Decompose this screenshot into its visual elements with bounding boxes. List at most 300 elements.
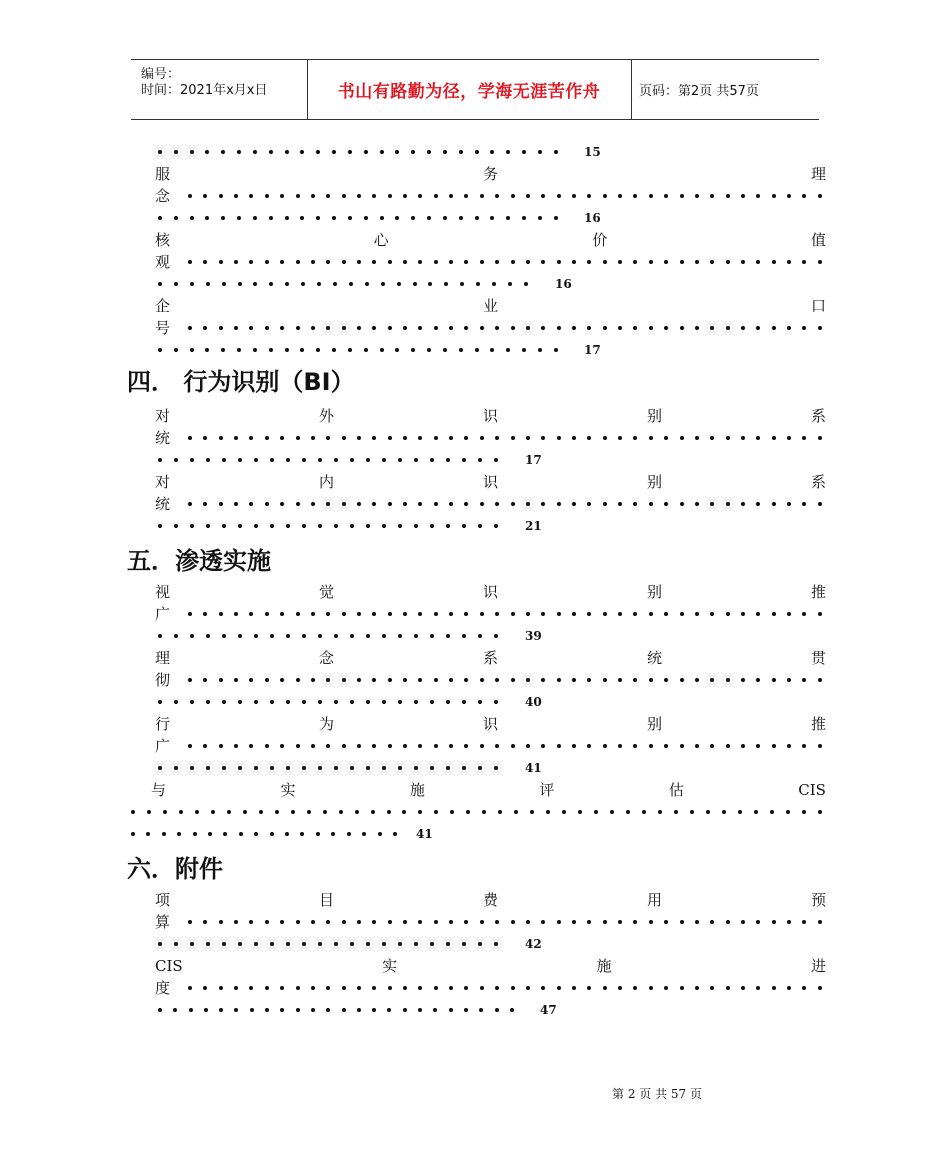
- leader-dot: [270, 634, 274, 638]
- leader-dot: [357, 920, 361, 924]
- leader-dot: [695, 920, 699, 924]
- toc-page-number: 15: [584, 145, 601, 159]
- leader-dot: [710, 986, 714, 990]
- leader-dot: [710, 326, 714, 330]
- leader-dot: [311, 326, 315, 330]
- section-heading-6[interactable]: 六．附件: [127, 855, 223, 883]
- leader-dot: [174, 150, 178, 154]
- leader-dot: [280, 502, 284, 506]
- leader-dot: [285, 282, 289, 286]
- leader-dot: [418, 1008, 422, 1012]
- leader-dot: [695, 744, 699, 748]
- leader-dot: [449, 260, 453, 264]
- leader-dot: [342, 326, 346, 330]
- toc-entry-service-idea[interactable]: [155, 163, 826, 185]
- leader-dot: [680, 920, 684, 924]
- section-heading-4[interactable]: 四． 行为识别（BI）: [127, 368, 355, 396]
- leader-dot: [772, 986, 776, 990]
- leader-dot: [480, 920, 484, 924]
- toc-char: 心: [373, 231, 389, 249]
- leader-dot: [254, 524, 258, 528]
- leader-dot: [418, 260, 422, 264]
- leader-dot: [249, 920, 253, 924]
- leader-dot: [476, 282, 480, 286]
- leader-dot: [254, 766, 258, 770]
- leader-dot: [726, 502, 730, 506]
- toc-page-number: 17: [584, 343, 601, 357]
- leader-dot: [270, 458, 274, 462]
- leader-dot: [265, 1008, 269, 1012]
- leader-dot: [158, 524, 162, 528]
- leader-dot: [818, 986, 822, 990]
- leader-dot: [770, 810, 774, 814]
- leader-dot: [546, 810, 550, 814]
- leader-dot: [738, 810, 742, 814]
- leader-dot: [296, 194, 300, 198]
- leader-dot: [587, 744, 591, 748]
- leader-dot: [449, 612, 453, 616]
- leader-dot: [372, 986, 376, 990]
- leader-dot: [234, 986, 238, 990]
- leader-dot: [334, 766, 338, 770]
- leader-dot: [818, 502, 822, 506]
- leader-dot: [450, 810, 454, 814]
- leader-dot: [642, 810, 646, 814]
- leader-dot: [464, 436, 468, 440]
- leader-dot: [818, 326, 822, 330]
- toc-dots: [188, 603, 822, 625]
- leader-dot: [478, 766, 482, 770]
- leader-dot: [649, 194, 653, 198]
- leader-dot: [802, 986, 806, 990]
- leader-dot: [524, 282, 528, 286]
- leader-dot: [302, 524, 306, 528]
- leader-dot: [397, 282, 401, 286]
- toc-char: 识: [482, 473, 498, 491]
- leader-dot: [633, 194, 637, 198]
- leader-dot: [618, 678, 622, 682]
- leader-dot: [234, 502, 238, 506]
- leader-dot: [388, 436, 392, 440]
- leader-dot: [494, 942, 498, 946]
- leader-dot: [265, 920, 269, 924]
- toc-char: 实: [382, 957, 398, 975]
- leader-dot: [480, 194, 484, 198]
- leader-dot: [380, 150, 384, 154]
- leader-dot: [350, 458, 354, 462]
- leader-dot: [311, 502, 315, 506]
- leader-dot: [618, 744, 622, 748]
- leader-dot: [526, 260, 530, 264]
- leader-dot: [342, 986, 346, 990]
- leader-dot: [695, 612, 699, 616]
- leader-dot: [726, 744, 730, 748]
- leader-dot: [664, 502, 668, 506]
- leader-dot: [557, 326, 561, 330]
- leader-dot: [253, 150, 257, 154]
- leader-dot: [254, 634, 258, 638]
- leader-dot: [280, 194, 284, 198]
- leader-dot: [446, 524, 450, 528]
- leader-dot: [326, 436, 330, 440]
- leader-dot: [203, 326, 207, 330]
- leader-dot: [587, 436, 591, 440]
- toc-entry-behavior-promo[interactable]: [155, 713, 826, 735]
- leader-dot: [311, 1008, 315, 1012]
- leader-dot: [326, 612, 330, 616]
- leader-dot: [318, 766, 322, 770]
- toc-dots: [158, 273, 528, 295]
- leader-dot: [633, 326, 637, 330]
- leader-dot: [188, 436, 192, 440]
- leader-dot: [427, 150, 431, 154]
- leader-dot: [649, 502, 653, 506]
- toc-entry-external-id[interactable]: [155, 405, 826, 427]
- leader-dot: [300, 216, 304, 220]
- leader-dot: [342, 678, 346, 682]
- leader-dot: [603, 744, 607, 748]
- toc-entry-idea-impl[interactable]: [155, 647, 826, 669]
- leader-dot: [326, 744, 330, 748]
- leader-dot: [511, 502, 515, 506]
- leader-dot: [418, 810, 422, 814]
- leader-dot: [318, 524, 322, 528]
- leader-dot: [802, 260, 806, 264]
- leader-dot: [270, 524, 274, 528]
- leader-dot: [587, 502, 591, 506]
- leader-dot: [350, 524, 354, 528]
- leader-dot: [205, 150, 209, 154]
- leader-dot: [316, 216, 320, 220]
- leader-dot: [219, 194, 223, 198]
- leader-dot: [334, 458, 338, 462]
- leader-dot: [414, 524, 418, 528]
- leader-dot: [587, 986, 591, 990]
- toc-char-tail: 度: [155, 979, 171, 997]
- leader-dot: [311, 260, 315, 264]
- toc-char-tail: 观: [155, 253, 171, 271]
- leader-dot: [526, 436, 530, 440]
- leader-dot: [334, 700, 338, 704]
- leader-dot: [418, 920, 422, 924]
- leader-dot: [756, 986, 760, 990]
- leader-dot: [388, 612, 392, 616]
- leader-dot: [219, 744, 223, 748]
- leader-dot: [280, 986, 284, 990]
- toc-entry-internal-id[interactable]: [155, 471, 826, 493]
- toc-entry-cis-eval[interactable]: [151, 779, 826, 801]
- toc-entry-slogan[interactable]: [155, 295, 826, 317]
- leader-dot: [249, 612, 253, 616]
- toc-char: 觉: [318, 583, 334, 601]
- leader-dot: [158, 348, 162, 352]
- leader-dot: [430, 766, 434, 770]
- leader-dot: [526, 744, 530, 748]
- leader-dot: [350, 634, 354, 638]
- leader-dot: [726, 326, 730, 330]
- leader-dot: [174, 634, 178, 638]
- leader-dot: [494, 634, 498, 638]
- leader-dot: [526, 612, 530, 616]
- leader-dot: [572, 744, 576, 748]
- toc-dots: [158, 207, 558, 229]
- leader-dot: [249, 678, 253, 682]
- leader-dot: [280, 326, 284, 330]
- leader-dot: [464, 612, 468, 616]
- leader-dot: [388, 744, 392, 748]
- toc-char: 理: [810, 165, 826, 183]
- leader-dot: [541, 986, 545, 990]
- leader-dot: [350, 766, 354, 770]
- leader-dot: [587, 194, 591, 198]
- leader-dot: [511, 612, 515, 616]
- leader-dot: [680, 502, 684, 506]
- leader-dot: [572, 326, 576, 330]
- leader-dot: [414, 942, 418, 946]
- leader-dot: [494, 766, 498, 770]
- leader-dot: [382, 634, 386, 638]
- leader-dot: [449, 678, 453, 682]
- leader-dot: [357, 986, 361, 990]
- leader-dot: [372, 920, 376, 924]
- leader-dot: [286, 942, 290, 946]
- leader-dot: [464, 1008, 468, 1012]
- section-heading-5[interactable]: 五．渗透实施: [127, 547, 271, 575]
- leader-dot: [480, 986, 484, 990]
- leader-dot: [203, 986, 207, 990]
- leader-dot: [603, 678, 607, 682]
- leader-dot: [427, 348, 431, 352]
- leader-dot: [280, 1008, 284, 1012]
- leader-dot: [238, 524, 242, 528]
- leader-dot: [326, 502, 330, 506]
- leader-dot: [434, 260, 438, 264]
- toc-char: 用: [646, 891, 662, 909]
- leader-dot: [206, 634, 210, 638]
- leader-dot: [695, 986, 699, 990]
- toc-entry-core-values[interactable]: [155, 229, 826, 251]
- toc-char: 内: [318, 473, 334, 491]
- leader-dot: [357, 612, 361, 616]
- leader-dot: [802, 678, 806, 682]
- leader-dot: [480, 260, 484, 264]
- leader-dot: [434, 986, 438, 990]
- toc-dots: [188, 977, 822, 999]
- leader-dot: [478, 942, 482, 946]
- leader-dot: [334, 634, 338, 638]
- toc-dots: [158, 141, 558, 163]
- leader-dot: [418, 194, 422, 198]
- leader-dot: [741, 326, 745, 330]
- leader-dot: [380, 348, 384, 352]
- number-label: 编号：: [141, 67, 181, 82]
- leader-dot: [664, 678, 668, 682]
- leader-dot: [286, 700, 290, 704]
- leader-dot: [772, 678, 776, 682]
- leader-dot: [254, 942, 258, 946]
- leader-dot: [772, 920, 776, 924]
- leader-dot: [158, 942, 162, 946]
- leader-dot: [418, 744, 422, 748]
- leader-dot: [300, 348, 304, 352]
- leader-dot: [285, 348, 289, 352]
- leader-dot: [557, 502, 561, 506]
- leader-dot: [475, 348, 479, 352]
- toc-char: 系: [810, 407, 826, 425]
- leader-dot: [403, 986, 407, 990]
- leader-dot: [772, 260, 776, 264]
- leader-dot: [265, 436, 269, 440]
- leader-dot: [331, 832, 335, 836]
- leader-dot: [388, 502, 392, 506]
- leader-dot: [633, 612, 637, 616]
- leader-dot: [206, 942, 210, 946]
- leader-dot: [664, 260, 668, 264]
- toc-char: 视: [155, 583, 171, 601]
- leader-dot: [208, 832, 212, 836]
- leader-dot: [237, 150, 241, 154]
- leader-dot: [802, 436, 806, 440]
- leader-dot: [364, 348, 368, 352]
- leader-dot: [342, 612, 346, 616]
- leader-dot: [787, 194, 791, 198]
- toc-char: 施: [409, 781, 425, 799]
- toc-char-tail: 彻: [155, 671, 171, 689]
- leader-dot: [227, 810, 231, 814]
- leader-dot: [587, 612, 591, 616]
- leader-dot: [756, 744, 760, 748]
- leader-dot: [506, 348, 510, 352]
- leader-dot: [347, 832, 351, 836]
- leader-dot: [286, 634, 290, 638]
- leader-dot: [270, 942, 274, 946]
- leader-dot: [348, 348, 352, 352]
- leader-dot: [446, 634, 450, 638]
- leader-dot: [302, 458, 306, 462]
- leader-dot: [756, 678, 760, 682]
- leader-dot: [219, 986, 223, 990]
- leader-dot: [234, 436, 238, 440]
- leader-dot: [188, 678, 192, 682]
- leader-dot: [269, 348, 273, 352]
- leader-dot: [311, 436, 315, 440]
- leader-dot: [174, 458, 178, 462]
- leader-dot: [603, 612, 607, 616]
- leader-dot: [495, 502, 499, 506]
- toc-char: 核: [155, 231, 171, 249]
- leader-dot: [674, 810, 678, 814]
- leader-dot: [664, 612, 668, 616]
- toc-entry-cis-schedule[interactable]: [155, 955, 826, 977]
- toc-entry-budget[interactable]: [155, 889, 826, 911]
- leader-dot: [572, 502, 576, 506]
- leader-dot: [633, 436, 637, 440]
- leader-dot: [366, 942, 370, 946]
- leader-dot: [316, 348, 320, 352]
- leader-dot: [222, 634, 226, 638]
- leader-dot: [332, 348, 336, 352]
- leader-dot: [594, 810, 598, 814]
- leader-dot: [342, 920, 346, 924]
- toc-entry-visual-promo[interactable]: [155, 581, 826, 603]
- leader-dot: [174, 216, 178, 220]
- leader-dot: [618, 986, 622, 990]
- leader-dot: [311, 920, 315, 924]
- page-info: 页码：第2页 共57页: [639, 84, 759, 99]
- leader-dot: [618, 326, 622, 330]
- leader-dot: [446, 700, 450, 704]
- leader-dot: [649, 744, 653, 748]
- leader-dot: [270, 700, 274, 704]
- leader-dot: [695, 436, 699, 440]
- leader-dot: [462, 700, 466, 704]
- leader-dot: [222, 700, 226, 704]
- leader-dot: [495, 678, 499, 682]
- leader-dot: [174, 700, 178, 704]
- leader-dot: [557, 260, 561, 264]
- leader-dot: [554, 216, 558, 220]
- leader-dot: [332, 150, 336, 154]
- toc-dots: [188, 185, 822, 207]
- leader-dot: [357, 194, 361, 198]
- leader-dot: [478, 700, 482, 704]
- leader-dot: [418, 612, 422, 616]
- leader-dot: [372, 612, 376, 616]
- leader-dot: [446, 942, 450, 946]
- leader-dot: [633, 260, 637, 264]
- leader-dot: [403, 744, 407, 748]
- toc-page-number: 16: [584, 211, 601, 225]
- leader-dot: [334, 524, 338, 528]
- leader-dot: [388, 986, 392, 990]
- leader-dot: [633, 986, 637, 990]
- leader-dot: [162, 832, 166, 836]
- leader-dot: [302, 700, 306, 704]
- leader-dot: [296, 1008, 300, 1012]
- toc-char: 外: [318, 407, 334, 425]
- leader-dot: [449, 1008, 453, 1012]
- leader-dot: [411, 216, 415, 220]
- leader-dot: [449, 986, 453, 990]
- leader-dot: [222, 942, 226, 946]
- leader-dot: [464, 678, 468, 682]
- leader-dot: [380, 216, 384, 220]
- toc-char: 系: [810, 473, 826, 491]
- leader-dot: [296, 326, 300, 330]
- leader-dot: [158, 150, 162, 154]
- leader-dot: [449, 744, 453, 748]
- leader-dot: [710, 194, 714, 198]
- leader-dot: [265, 260, 269, 264]
- leader-dot: [342, 194, 346, 198]
- leader-dot: [526, 678, 530, 682]
- leader-dot: [633, 502, 637, 506]
- toc-page-number: 42: [525, 937, 542, 951]
- leader-dot: [188, 744, 192, 748]
- leader-dot: [311, 194, 315, 198]
- leader-dot: [286, 458, 290, 462]
- leader-dot: [680, 986, 684, 990]
- leader-dot: [680, 436, 684, 440]
- leader-dot: [188, 502, 192, 506]
- toc-char: CIS: [798, 781, 826, 799]
- toc-page-number: 47: [540, 1003, 557, 1017]
- leader-dot: [787, 678, 791, 682]
- leader-dot: [710, 612, 714, 616]
- toc-page-number: 16: [555, 277, 572, 291]
- leader-dot: [541, 194, 545, 198]
- leader-dot: [449, 194, 453, 198]
